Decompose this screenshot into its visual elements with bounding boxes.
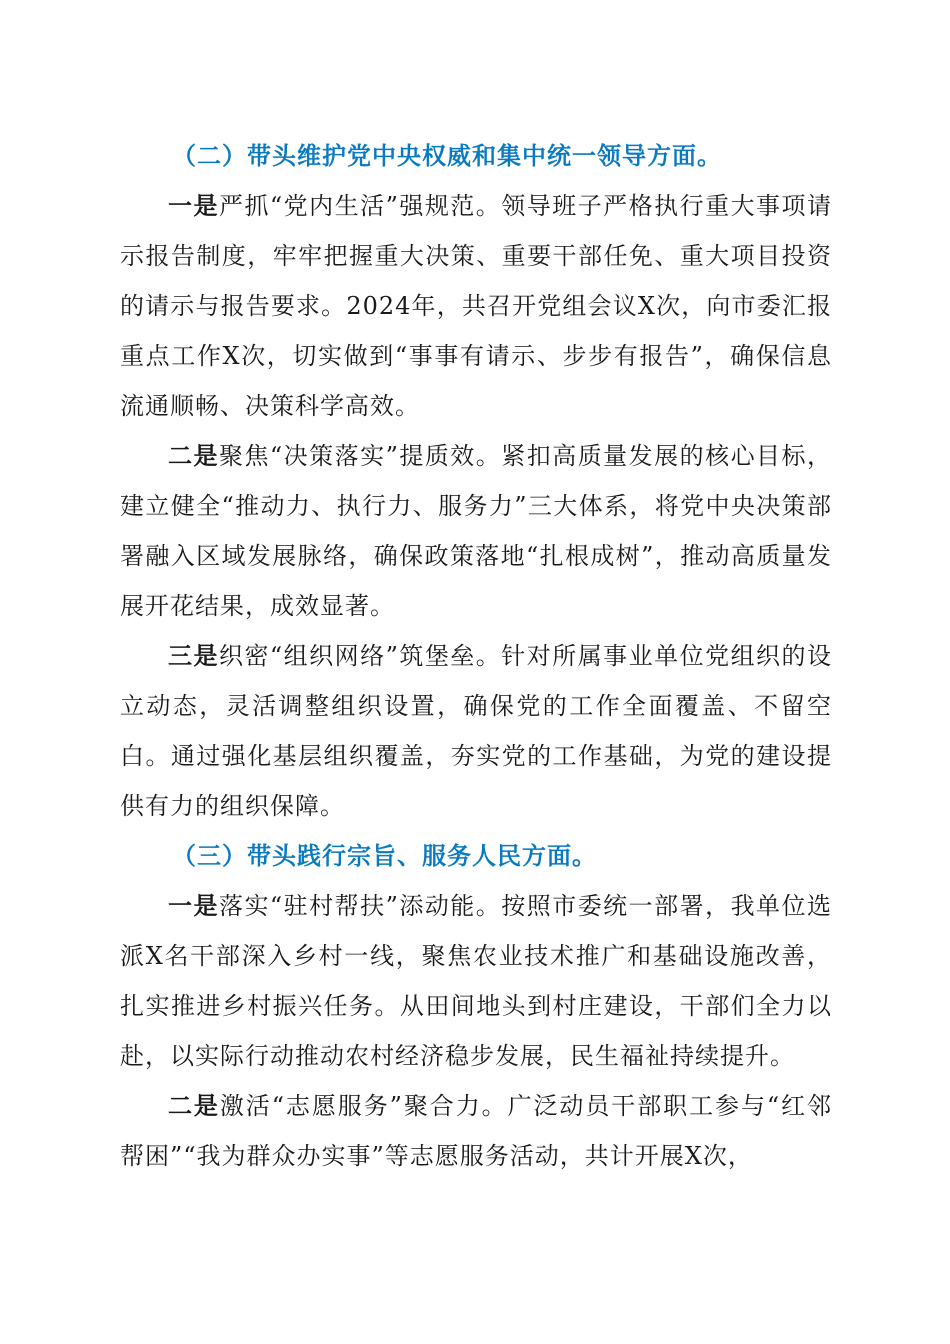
paragraph (120, 431, 832, 631)
paragraph-lead: 三是 (168, 641, 219, 670)
paragraph (120, 881, 832, 1081)
paragraph-lead: 二是 (168, 1091, 220, 1120)
paragraph-text: 严抓“党内生活”强规范。领导班子严格执行重大事项请示报告制度，牢牢把握重大决策、重要干部任免、重大项目投资的请示与报告要求。2024年，共召开党组会议X次，向市委汇报重点工作X次，切实做到“事事有请示、步步有报告”，确保信息流通顺畅、决策科学高效。 (120, 192, 833, 420)
paragraph (120, 631, 832, 831)
paragraph-text: 聚焦“决策落实”提质效。紧扣高质量发展的核心目标，建立健全“推动力、执行力、服务力”三大体系，将党中央决策部署融入区域发展脉络，确保政策落地“扎根成树”，推动高质量发展开花结果，成效显著。 (120, 442, 833, 620)
paragraph (120, 1081, 832, 1181)
paragraph-text: 激活“志愿服务”聚合力。广泛动员干部职工参与“红邻帮困”“我为群众办实事”等志愿服务活动，共计开展X次， (120, 1092, 833, 1170)
paragraph-lead: 二是 (168, 441, 219, 470)
paragraph-text: 织密“组织网络”筑堡垒。针对所属事业单位党组织的设立动态，灵活调整组织设置，确保党的工作全面覆盖、不留空白。通过强化基层组织覆盖，夯实党的工作基础，为党的建设提供有力的组织保障。 (120, 642, 833, 820)
paragraph-lead: 一是 (168, 891, 219, 920)
paragraph-lead: 一是 (168, 191, 219, 220)
paragraph (120, 181, 832, 431)
section-heading-2: （二）带头维护党中央权威和集中统一领导方面。 (172, 141, 722, 170)
paragraph-text: 落实“驻村帮扶”添动能。按照市委统一部署，我单位选派X名干部深入乡村一线，聚焦农业技术推广和基础设施改善，扎实推进乡村振兴任务。从田间地头到村庄建设，干部们全力以赴，以实际行动推动农村经济稳步发展，民生福祉持续提升。 (120, 892, 833, 1070)
document-page (120, 131, 832, 1181)
section-heading-3: （三）带头践行宗旨、服务人民方面。 (172, 841, 597, 870)
